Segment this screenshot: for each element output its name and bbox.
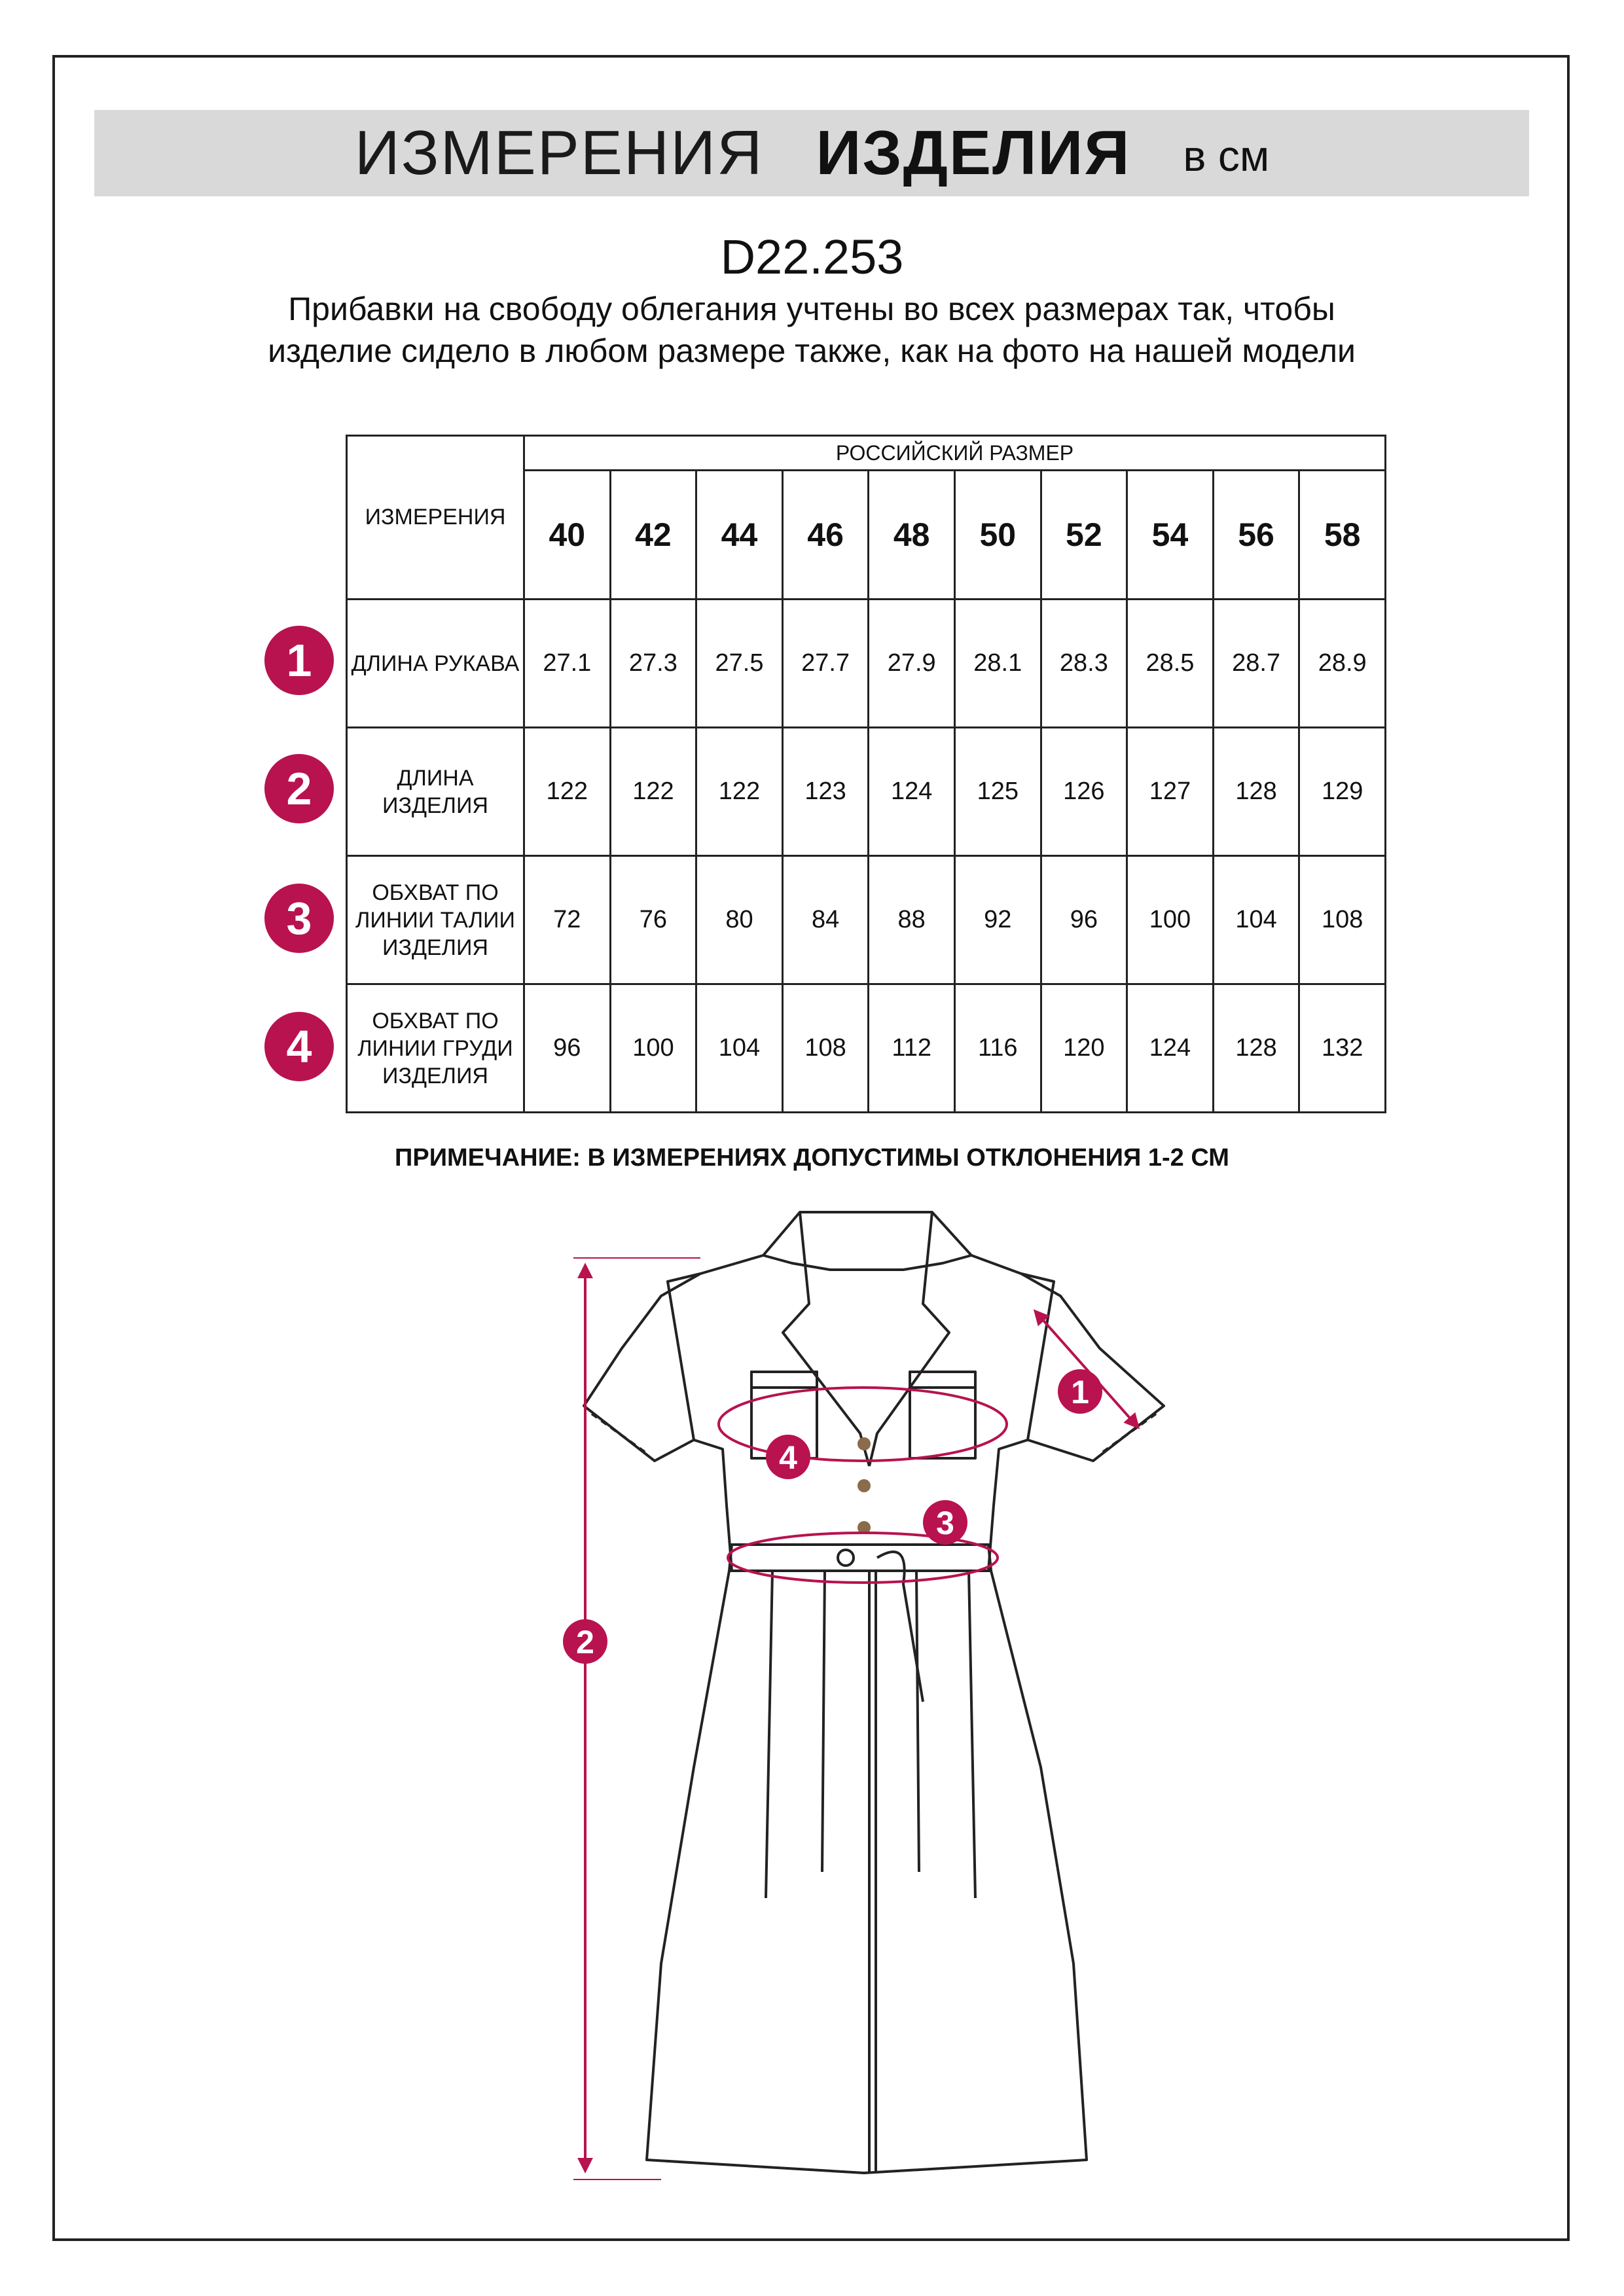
svg-text:1: 1 [1071,1374,1089,1410]
value-cell: 96 [1041,856,1127,984]
row-label: ОБХВАТ ПО ЛИНИИ ГРУДИ ИЗДЕЛИЯ [347,984,524,1113]
row-label: ДЛИНА ИЗДЕЛИЯ [347,728,524,856]
title-bold: ИЗДЕЛИЯ [816,118,1131,188]
size-cell: 50 [954,471,1041,600]
row-label: ДЛИНА РУКАВА [347,600,524,728]
value-cell: 72 [524,856,611,984]
value-cell: 127 [1127,728,1214,856]
value-cell: 112 [869,984,955,1113]
value-cell: 125 [954,728,1041,856]
svg-text:4: 4 [779,1439,797,1476]
value-cell: 123 [782,728,869,856]
button [857,1479,871,1492]
title-light: ИЗМЕРЕНИЯ [354,118,764,188]
value-cell: 28.9 [1299,600,1386,728]
size-cell: 54 [1127,471,1214,600]
value-cell: 27.3 [610,600,696,728]
value-cell: 27.5 [696,600,783,728]
value-cell: 108 [782,984,869,1113]
row-badge-3: 3 [264,884,334,953]
value-cell: 76 [610,856,696,984]
value-cell: 108 [1299,856,1386,984]
title-unit: в см [1183,132,1270,180]
value-cell: 100 [1127,856,1214,984]
value-cell: 104 [696,984,783,1113]
value-cell: 27.7 [782,600,869,728]
size-cell: 56 [1213,471,1299,600]
marker-2 [563,1619,607,1664]
size-cell: 40 [524,471,611,600]
value-cell: 120 [1041,984,1127,1113]
value-cell: 28.5 [1127,600,1214,728]
value-cell: 124 [1127,984,1214,1113]
value-cell: 28.1 [954,600,1041,728]
svg-text:2: 2 [576,1624,594,1660]
value-cell: 128 [1213,984,1299,1113]
value-cell: 84 [782,856,869,984]
measure-header: ИЗМЕРЕНИЯ [347,436,524,600]
value-cell: 126 [1041,728,1127,856]
value-cell: 96 [524,984,611,1113]
lapel-left [783,1212,869,1466]
value-cell: 80 [696,856,783,984]
waistband [729,1545,991,1571]
value-cell: 132 [1299,984,1386,1113]
value-cell: 27.1 [524,600,611,728]
marker-3 [923,1500,967,1545]
value-cell: 129 [1299,728,1386,856]
value-cell: 128 [1213,728,1299,856]
pocket-right [910,1372,975,1458]
value-cell: 92 [954,856,1041,984]
size-cell: 58 [1299,471,1386,600]
right-sleeve [1021,1274,1164,1461]
size-cell: 42 [610,471,696,600]
footnote: ПРИМЕЧАНИЕ: В ИЗМЕРЕНИЯХ ДОПУСТИМЫ ОТКЛОНЕНИЯ 1-2 СМ [395,1144,1229,1172]
svg-text:3: 3 [936,1505,954,1541]
value-cell: 28.7 [1213,600,1299,728]
intro-text: Прибавки на свободу облегания учтены во всех размерах так, чтобы изделие сидело в любом размере также, как на фото на нашей модели [268,291,1356,369]
skirt [647,1571,1087,2173]
value-cell: 88 [869,856,955,984]
value-cell: 122 [524,728,611,856]
size-cell: 48 [869,471,955,600]
model-code: D22.253 [720,230,904,284]
size-cell: 46 [782,471,869,600]
value-cell: 116 [954,984,1041,1113]
collar [763,1212,971,1270]
value-cell: 27.9 [869,600,955,728]
row-label: ОБХВАТ ПО ЛИНИИ ТАЛИИ ИЗДЕЛИЯ [347,856,524,984]
value-cell: 122 [610,728,696,856]
value-cell: 100 [610,984,696,1113]
size-cell: 52 [1041,471,1127,600]
row-badge-2: 2 [264,754,334,823]
marker-4 [766,1435,810,1479]
value-cell: 28.3 [1041,600,1127,728]
value-cell: 104 [1213,856,1299,984]
marker-1 [1058,1369,1102,1414]
row-badge-1: 1 [264,626,334,695]
value-cell: 124 [869,728,955,856]
size-group-header: РОССИЙСКИЙ РАЗМЕР [524,436,1386,471]
value-cell: 122 [696,728,783,856]
row-badge-4: 4 [264,1012,334,1081]
size-cell: 44 [696,471,783,600]
button [857,1437,871,1450]
